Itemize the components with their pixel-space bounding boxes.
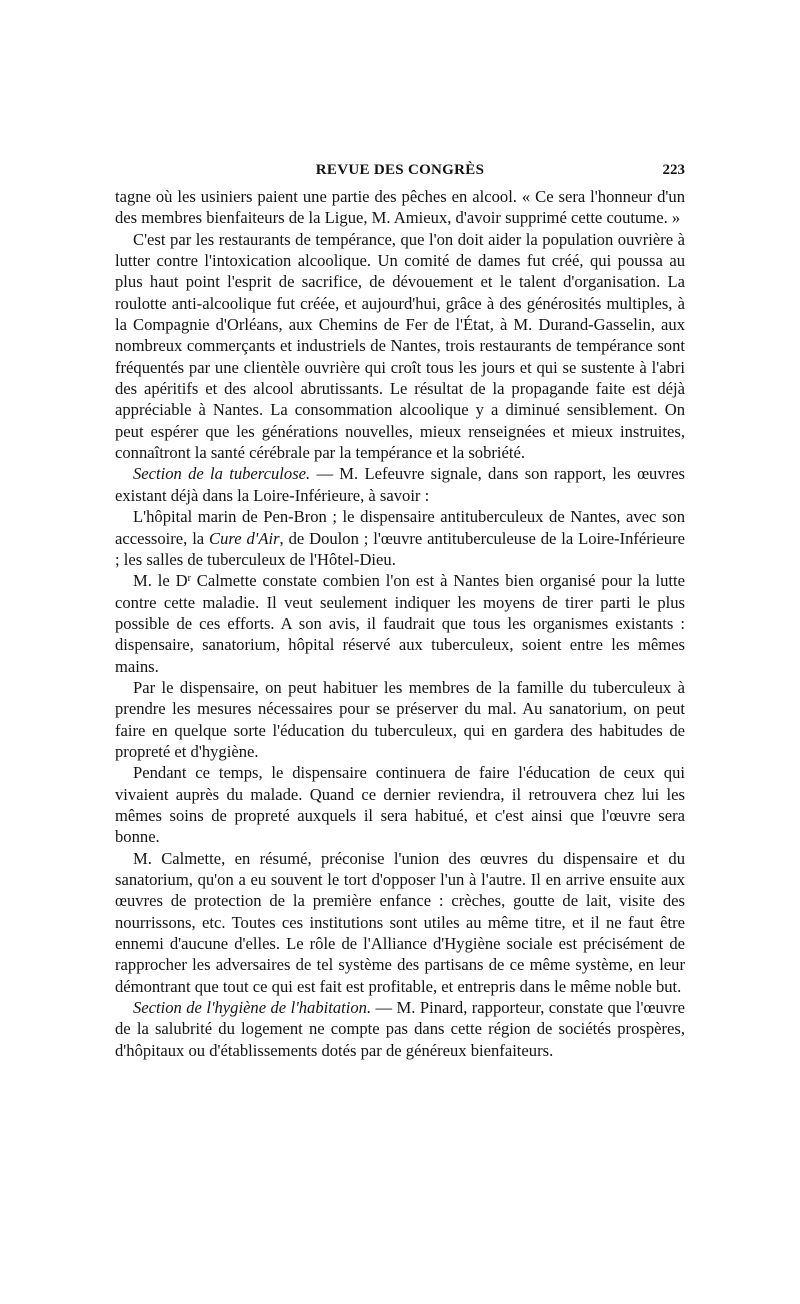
page-number: 223 (662, 162, 685, 178)
paragraph-text: M. le D (133, 571, 188, 591)
document-page (115, 160, 685, 1061)
paragraph-text: Calmette constate combien l'on est à Nantes bien organisé pour la lutte contre cette maladie. Il veut seulement indiquer les moyens de tirer parti le plus possible de ces efforts. A son avis, il faudrait que tous les organismes existants : dispensaire, sanatorium, hôpital réservé aux tuberculeux, soient entre les mêmes mains. (115, 571, 685, 676)
superscript: r (187, 573, 191, 585)
paragraph-dispensaire-sanatorium: Par le dispensaire, on peut habituer les membres de la famille du tuberculeux à prendre les mesures nécessaires pour se préserver du mal. Au sanatorium, on peut faire en quelque sorte l'éducation du tuberculeux, qui en gardera des habitudes de propreté et d'hygiène. (115, 677, 685, 761)
paragraph-section-habitation (115, 997, 685, 1061)
paragraph-continuation: tagne où les usiniers paient une partie des pêches en alcool. « Ce sera l'honneur d'un des membres bienfaiteurs de la Ligue, M. Amieux, d'avoir supprimé cette coutume. » (115, 187, 685, 228)
section-title-habitation: Section de l'hygiène de l'habitation. (133, 998, 372, 1018)
paragraph-education: Pendant ce temps, le dispensaire continuera de faire l'éducation de ceux qui vivaient auprès du malade. Quand ce dernier reviendra, il retrouvera chez lui les mêmes soins de propreté auxquels il sera habitué, et c'est ainsi que l'œuvre sera bonne. (115, 763, 685, 847)
paragraph-calmette-organisation (115, 570, 685, 677)
paragraph-temperance-restaurants: C'est par les restaurants de tempérance, que l'on doit aider la population ouvrière à lutter contre l'intoxication alcoolique. Un comité de dames fut créé, qui poussa au plus haut point l'esprit de sacrifice, de dévouement et le talent d'organisation. La roulotte anti-alcoolique fut créée, et aujourd'hui, grâce à des générosités multiples, à la Compagnie d'Orléans, aux Chemins de Fer de l'État, à M. Durand-Gasselin, aux nombreux commerçants et industriels de Nantes, trois restaurants de tempérance sont fréquentés par une clientèle ouvrière qui croît tous les jours et qui se sustente à l'abri des apéritifs et des alcool abrutissants. Le résultat de la propagande faite est déjà appréciable à Nantes. La consommation alcoolique y a diminué sensiblement. On peut espérer que les générations nouvelles, mieux renseignées et mieux instruites, connaîtront la santé cérébrale par la tempérance et la sobriété. (115, 229, 685, 463)
running-title: REVUE DES CONGRÈS (315, 162, 485, 178)
cure-dair-italic: Cure d'Air (209, 528, 280, 548)
paragraph-text: L'hôpital marin de Pen-Bron ; le dispensaire antituberculeux de Nantes, avec son accessoire, la (115, 507, 685, 548)
paragraph-section-tuberculose (115, 463, 685, 506)
paragraph-text: , de Doulon ; l'œuvre antituberculeuse de la Loire-Inférieure ; les salles de tuberculeux de l'Hôtel-Dieu. (115, 528, 685, 569)
paragraph-text: — M. Lefeuvre signale, dans son rapport, les œuvres existant déjà dans la Loire-Inférieure, à savoir : (115, 464, 685, 505)
page-header (115, 160, 685, 186)
paragraph-calmette-summary: M. Calmette, en résumé, préconise l'union des œuvres du dispensaire et du sanatorium, qu'on a eu souvent le tort d'opposer l'un à l'autre. Il en arrive ensuite aux œuvres de protection de la première enfance : crèches, goutte de lait, visite des nourrissons, etc. Toutes ces institutions sont utiles au même titre, et il ne faut être ennemi d'aucune d'elles. Le rôle de l'Alliance d'Hygiène sociale est précisément de rapprocher les adversaires de tel système des partisans de ce même système, en leur démontrant que tout ce qui est fait est profitable, et entrepris dans le même noble but. (115, 848, 685, 996)
paragraph-existing-works (115, 506, 685, 570)
paragraph-text: — M. Pinard, rapporteur, constate que l'œuvre de la salubrité du logement ne compte pas dans cette région de sociétés prospères, d'hôpitaux ou d'établissements dotés par de généreux bienfaiteurs. (115, 998, 685, 1060)
section-title-tuberculose: Section de la tuberculose. (133, 464, 311, 484)
